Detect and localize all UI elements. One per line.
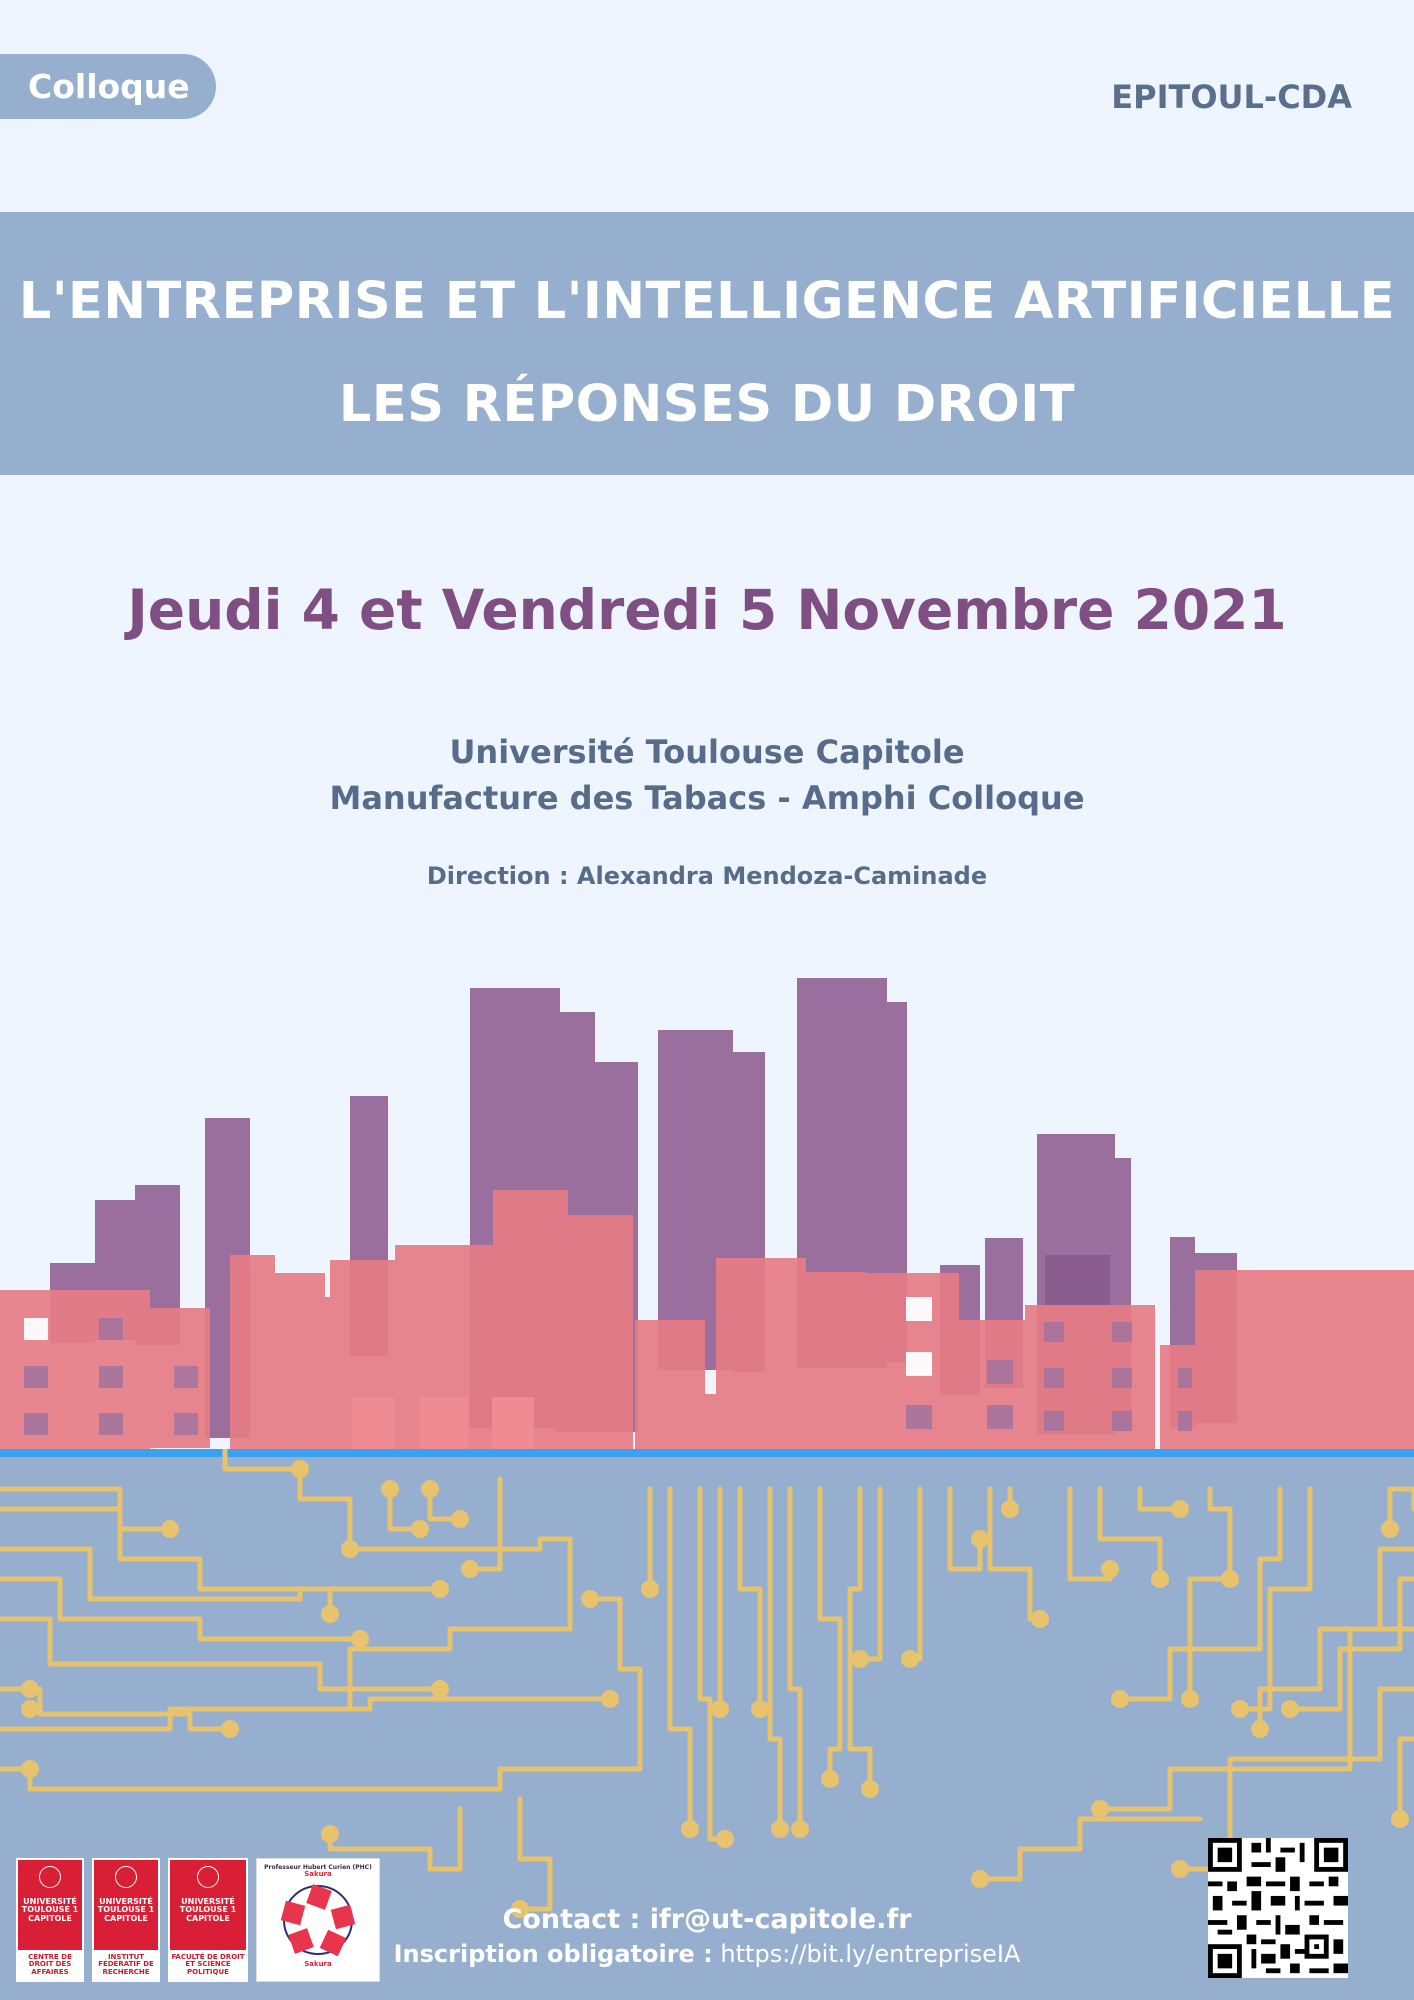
- city-skyline-illustration: [0, 960, 1414, 1460]
- badge-label: Colloque: [28, 67, 190, 106]
- logo-ifr: UNIVERSITÉ TOULOUSE 1 CAPITOLE INSTITUT FÉDÉRATIF DE RECHERCHE: [92, 1858, 160, 1982]
- inscription-line: [0, 1940, 1414, 1968]
- colloque-badge: [0, 54, 216, 119]
- event-direction: Direction : Alexandra Mendoza-Caminade: [426, 862, 988, 890]
- venue-room: Manufacture des Tabacs - Amphi Colloque: [329, 779, 1085, 817]
- title-line-2: LES RÉPONSES DU DROIT: [338, 375, 1076, 434]
- logo-faculte-droit: UNIVERSITÉ TOULOUSE 1 CAPITOLE FACULTÉ DE DROIT ET SCIENCE POLITIQUE: [168, 1858, 248, 1982]
- contact-email: Contact : ifr@ut-capitole.fr: [502, 1904, 912, 1935]
- venue-university: Université Toulouse Capitole: [449, 733, 965, 771]
- qr-code-icon[interactable]: [1208, 1838, 1348, 1978]
- university-seal-icon: [197, 1866, 219, 1888]
- event-date: Jeudi 4 et Vendredi 5 Novembre 2021: [127, 578, 1287, 642]
- university-seal-icon: [115, 1866, 137, 1888]
- organization-label: EPITOUL-CDA: [1111, 78, 1352, 116]
- logo-sakura: Professeur Hubert Curien (PHC) Sakura Sakura: [256, 1858, 380, 1982]
- university-seal-icon: [39, 1866, 61, 1888]
- inscription-label: Inscription obligatoire :: [393, 1940, 713, 1968]
- title-line-1: L'ENTREPRISE ET L'INTELLIGENCE ARTIFICIELLE: [18, 272, 1396, 331]
- inscription-link[interactable]: https://bit.ly/entrepriseIA: [720, 1940, 1021, 1968]
- title-banner: [0, 212, 1414, 475]
- logo-cda: UNIVERSITÉ TOULOUSE 1 CAPITOLE CENTRE DE DROIT DES AFFAIRES: [16, 1858, 84, 1982]
